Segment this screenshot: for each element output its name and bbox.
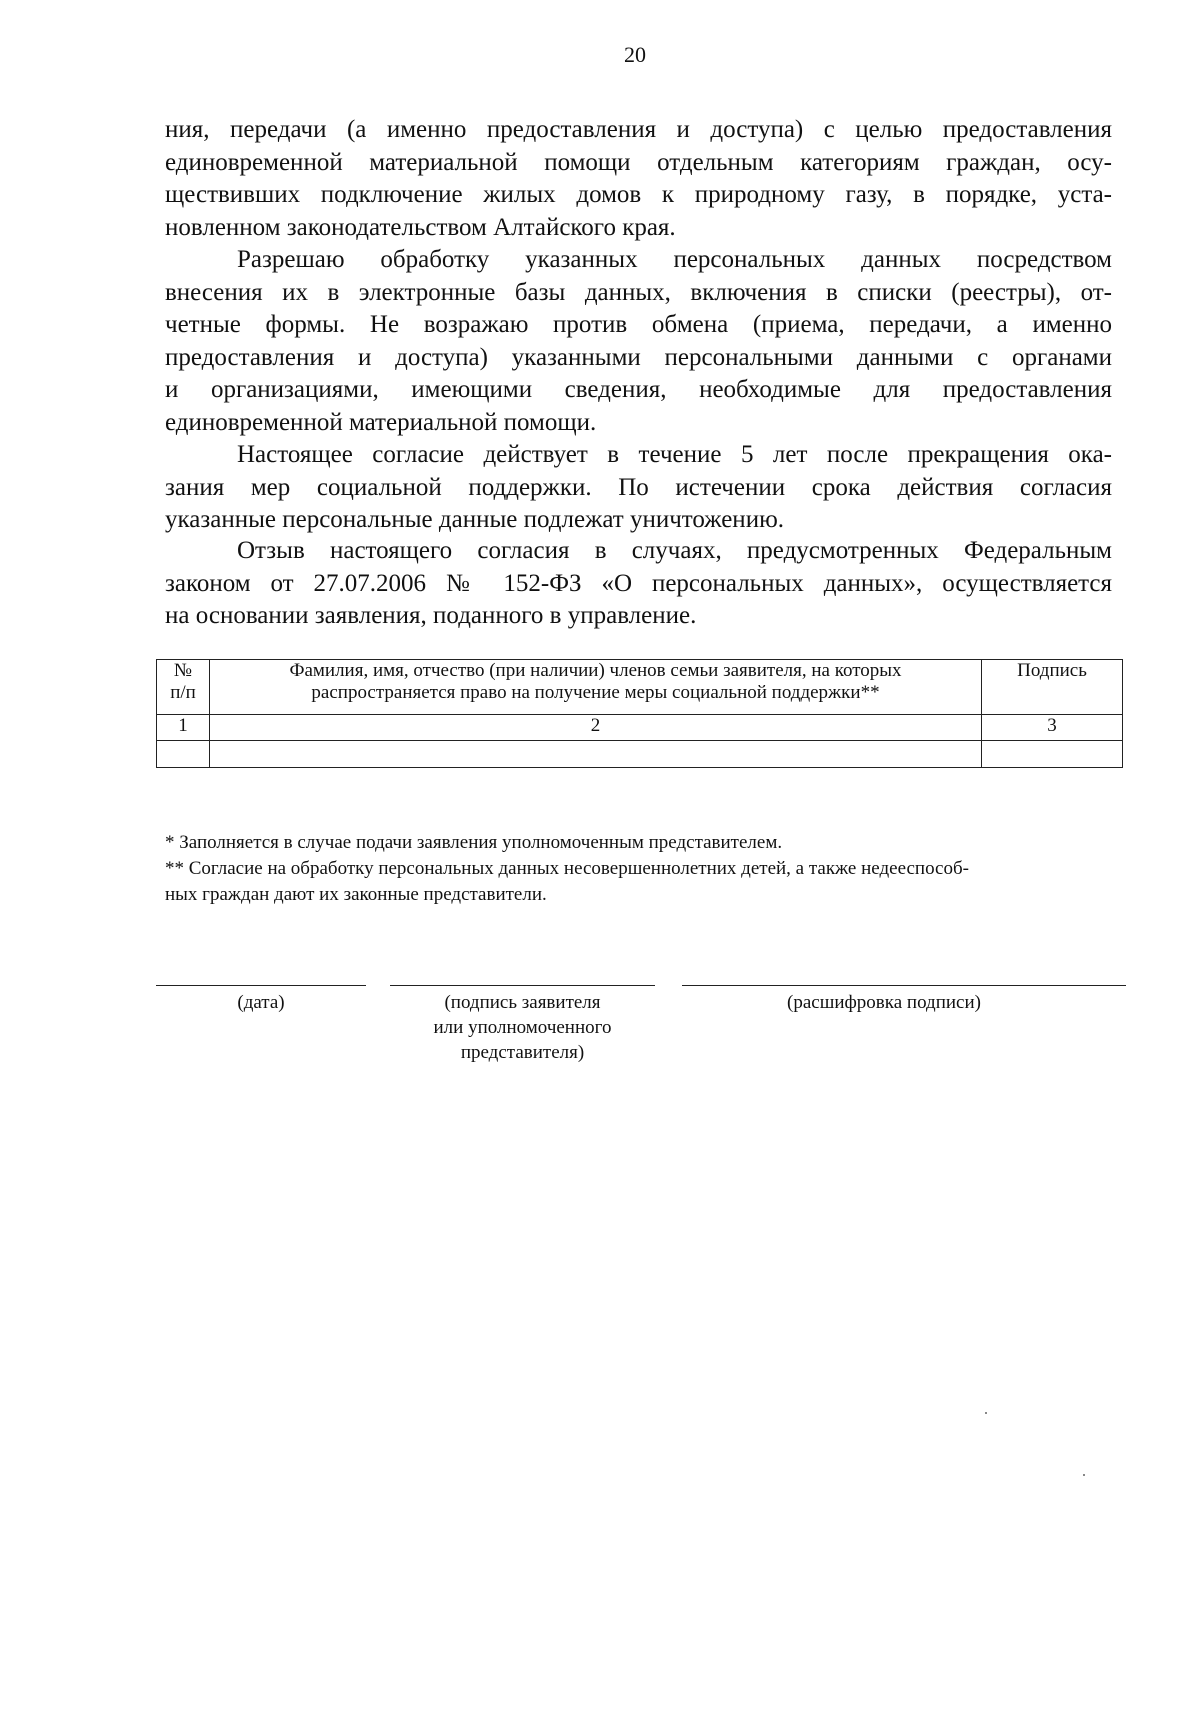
table-cell[interactable]: [982, 741, 1123, 768]
signature-decode-label: (расшифровка подписи): [787, 992, 981, 1013]
date-label: (дата): [237, 992, 285, 1013]
scan-speck: [1083, 1474, 1085, 1476]
text-line: ществивших подключение жилых домов к природному газу, в порядке, уста-: [165, 181, 1112, 208]
scan-speck: [985, 1412, 987, 1414]
date-signature-line[interactable]: [156, 985, 366, 986]
column-number-cell: 1: [157, 715, 210, 741]
paragraph-processing-consent: [165, 244, 1112, 439]
paragraph-consent-term: [165, 439, 1112, 537]
family-members-table: [156, 659, 1123, 768]
text-line: Разрешаю обработку указанных персональных данных посредством: [237, 246, 1112, 273]
text-line: Настоящее согласие действует в течение 5 лет после прекращения ока-: [237, 441, 1112, 468]
column-number-cell: 2: [210, 715, 982, 741]
paragraph-consent-withdrawal: [165, 535, 1112, 633]
page-number: 20: [624, 42, 646, 67]
table-cell[interactable]: [210, 741, 982, 768]
footnote: ** Согласие на обработку персональных данных несовершеннолетних детей, а также недееспособ-: [165, 858, 969, 879]
text-line: законом от 27.07.2006 № 152-ФЗ «О персональных данных», осуществляется: [165, 569, 1112, 597]
text-line: указанные персональные данные подлежат уничтожению.: [165, 506, 784, 533]
column-number-row: [157, 715, 1123, 741]
applicant-signature-label: (подпись заявителя или уполномоченного представителя): [433, 992, 612, 1063]
footnotes: [165, 830, 1115, 908]
signature-decode-line[interactable]: [682, 985, 1126, 986]
footnote: ных граждан дают их законные представители.: [165, 884, 547, 905]
header-full-name: Фамилия, имя, отчество (при наличии) членов семьи заявителя, на которых распространяется право на получение меры социальной поддержки**: [210, 660, 982, 715]
text-line: ния, передачи (а именно предоставления и доступа) с целью предоставления: [165, 116, 1112, 143]
footnote: * Заполняется в случае подачи заявления уполномоченным представителем.: [165, 832, 783, 853]
table-row: [157, 741, 1123, 768]
text-line: единовременной материальной помощи отдельным категориям граждан, осу-: [165, 148, 1112, 176]
text-line: единовременной материальной помощи.: [165, 408, 597, 436]
text-line: внесения их в электронные базы данных, включения в списки (реестры), от-: [165, 278, 1112, 306]
text-line: предоставления и доступа) указанными персональными данными с органами: [165, 343, 1112, 371]
header-number: № п/п: [157, 660, 210, 715]
table-header-row: [157, 660, 1123, 715]
text-line: новленном законодательством Алтайского края.: [165, 213, 676, 241]
text-line: четные формы. Не возражаю против обмена (приема, передачи, а именно: [165, 311, 1112, 338]
header-signature: Подпись: [982, 660, 1123, 715]
text-line: Отзыв настоящего согласия в случаях, предусмотренных Федеральным: [237, 537, 1112, 564]
paragraph-purpose: [165, 114, 1112, 244]
text-line: на основании заявления, поданного в управление.: [165, 602, 697, 629]
column-number-cell: 3: [982, 715, 1123, 741]
table-cell[interactable]: [157, 741, 210, 768]
text-line: и организациями, имеющими сведения, необходимые для предоставления: [165, 376, 1112, 403]
applicant-signature-line[interactable]: [390, 985, 655, 986]
text-line: зания мер социальной поддержки. По истечении срока действия согласия: [165, 473, 1112, 501]
